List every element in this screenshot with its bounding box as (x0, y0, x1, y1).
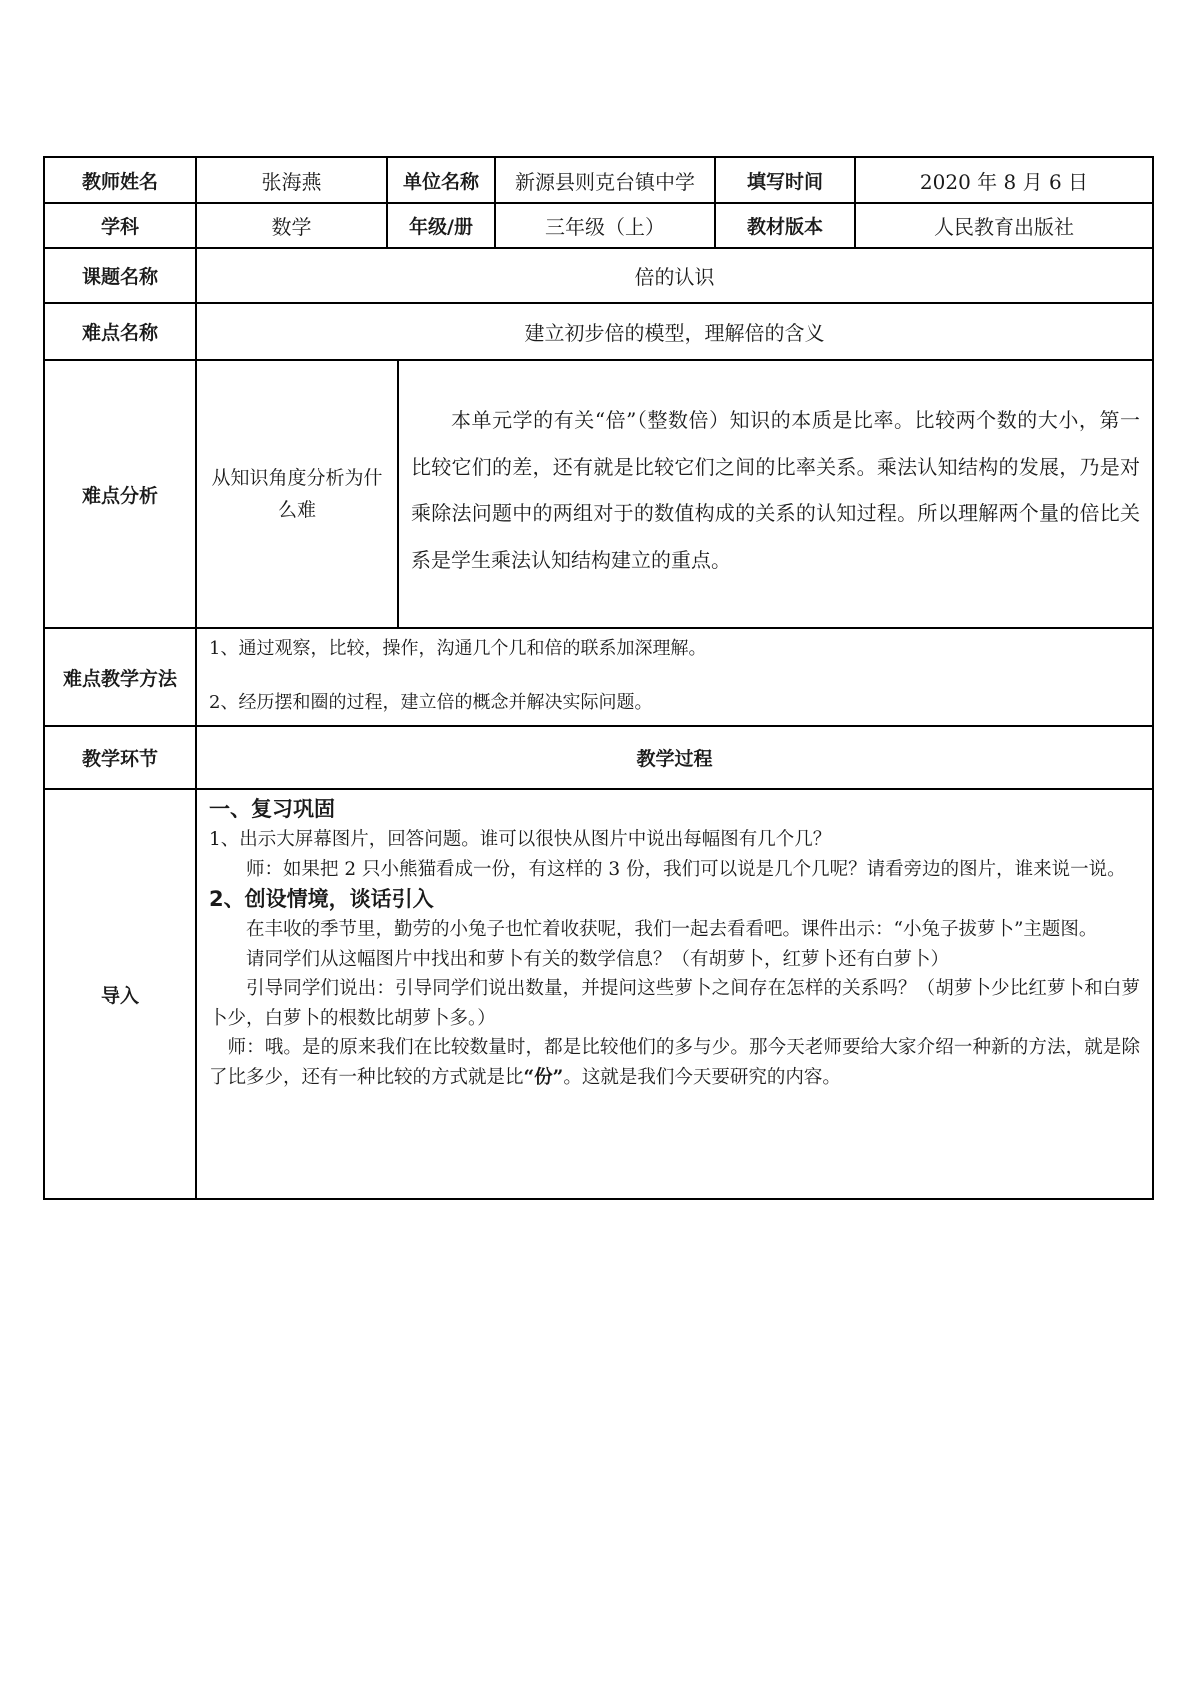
topic-label: 课题名称 (81, 266, 158, 288)
date-value: 2020 年 8 月 6 日 (854, 158, 1152, 202)
methods-list (195, 629, 1152, 725)
unit-name: 新源县则克台镇中学 (494, 158, 714, 202)
lesson-plan-table (43, 156, 1154, 1200)
grade-value: 三年级（上） (494, 204, 714, 247)
intro-paragraph: 引导同学们说出：引导同学们说出数量，并提问这些萝卜之间存在怎样的关系吗？（胡萝卜少比红萝卜和白萝卜少，白萝卜的根数比胡萝卜多。） (209, 978, 1140, 1029)
process-header-row (45, 725, 1152, 788)
methods-row (45, 627, 1152, 725)
intro-paragraph: 1、出示大屏幕图片，回答问题。谁可以很快从图片中说出每幅图有几个几？ (209, 829, 832, 850)
analysis-angle: 从知识角度分析为什么难 (195, 361, 397, 627)
analysis-paragraph: 本单元学的有关“倍”（整数倍）知识的本质是比率。比较两个数的大小，第一比较它们的差，还有就是比较它们之间的比率关系。乘法认知结构的发展，乃是对乘除法问题中的两组对于的数值构成的关系的认知过程。所以理解两个量的倍比关系是学生乘法认知结构建立的重点。 (411, 408, 1140, 572)
stage-label: 教学环节 (81, 748, 158, 770)
unit-label: 单位名称 (386, 158, 494, 202)
date-label: 填写时间 (714, 158, 854, 202)
intro-process (195, 790, 1152, 1198)
teacher-label: 教师姓名 (81, 170, 158, 193)
intro-paragraph: 请同学们从这幅图片中找出和萝卜有关的数学信息？（有胡萝卜，红萝卜还有白萝卜） (246, 948, 950, 970)
analysis-label: 难点分析 (81, 484, 158, 507)
method-item: 1、通过观察，比较，操作，沟通几个几和倍的联系加深理解。 (209, 638, 707, 659)
difficulty-label: 难点名称 (81, 322, 158, 344)
analysis-row (45, 359, 1152, 627)
intro-stage: 导入 (100, 984, 139, 1007)
difficulty-value: 建立初步倍的模型，理解倍的含义 (195, 304, 1152, 359)
teacher-name: 张海燕 (195, 158, 386, 202)
intro-paragraph: 师：如果把 2 只小熊猫看成一份，有这样的 3 份，我们可以说是几个几呢？请看旁边的图片，谁来说一说。 (246, 858, 1126, 880)
heading-review: 一、复习巩固 (209, 797, 335, 821)
topic-value: 倍的认识 (195, 249, 1152, 302)
topic-row (45, 247, 1152, 302)
teacher-speech-emphasis: “份” (523, 1066, 564, 1088)
method-item: 2、经历摆和圈的过程，建立倍的概念并解决实际问题。 (209, 692, 653, 713)
header-row-2 (45, 202, 1152, 247)
subject-label: 学科 (100, 216, 139, 238)
difficulty-row (45, 302, 1152, 359)
subject-value: 数学 (195, 204, 386, 247)
teacher-speech-part: 。这就是我们今天要研究的内容。 (563, 1066, 841, 1088)
methods-label: 难点教学方法 (62, 667, 177, 690)
intro-row (45, 788, 1152, 1198)
analysis-text (397, 361, 1152, 627)
edition-value: 人民教育出版社 (854, 204, 1152, 247)
edition-label: 教材版本 (714, 204, 854, 247)
intro-paragraph-teacher (209, 1033, 1140, 1092)
teacher-speech-part: 师：哦。是的原来我们在比较数量时，都是比较他们的多与少。那今天老师要给大家介绍一种新的方法，就是除了比多少，还有一种比较的方式就是比 (209, 1037, 1140, 1088)
header-row-1 (45, 158, 1152, 202)
heading-scenario: 2、创设情境，谈话引入 (209, 887, 434, 911)
process-label: 教学过程 (195, 727, 1152, 788)
grade-label: 年级/册 (386, 204, 494, 247)
intro-paragraph: 在丰收的季节里，勤劳的小兔子也忙着收获呢，我们一起去看看吧。课件出示：“小兔子拔萝卜”主题图。 (246, 919, 1098, 940)
